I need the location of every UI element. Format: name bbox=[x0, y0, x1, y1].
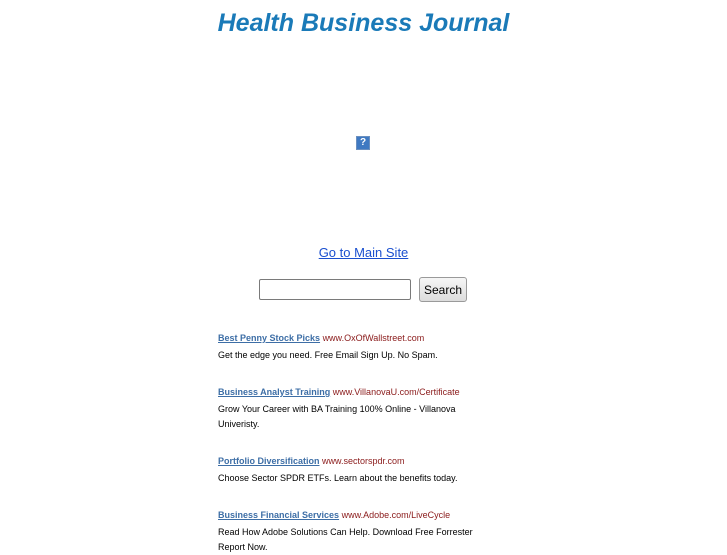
ad-title-link[interactable]: Best Penny Stock Picks bbox=[218, 333, 321, 343]
list-item bbox=[218, 454, 498, 486]
main-site-link-wrapper bbox=[0, 245, 727, 261]
ad-title-link[interactable]: Business Analyst Training bbox=[218, 387, 331, 397]
search-button[interactable]: Search bbox=[419, 277, 467, 302]
ad-description: Get the edge you need. Free Email Sign Up. No Spam. bbox=[218, 350, 438, 360]
ad-heading bbox=[218, 454, 498, 469]
ad-url[interactable]: www.Adobe.com/LiveCycle bbox=[341, 510, 451, 520]
ad-heading bbox=[218, 331, 498, 346]
ad-url[interactable]: www.OxOfWallstreet.com bbox=[322, 333, 425, 343]
list-item bbox=[218, 385, 498, 432]
list-item bbox=[218, 331, 498, 363]
site-title: Health Business Journal bbox=[217, 9, 510, 37]
search-input[interactable] bbox=[259, 279, 411, 300]
ad-url[interactable]: www.sectorspdr.com bbox=[322, 456, 405, 466]
ad-heading bbox=[218, 385, 498, 400]
go-to-main-site-link[interactable]: Go to Main Site bbox=[318, 245, 409, 260]
missing-image-icon: ? bbox=[356, 136, 370, 150]
ad-url[interactable]: www.VillanovaU.com/Certificate bbox=[332, 387, 460, 397]
ad-description: Choose Sector SPDR ETFs. Learn about the benefits today. bbox=[218, 473, 458, 483]
ad-heading bbox=[218, 508, 498, 523]
ad-title-link[interactable]: Portfolio Diversification bbox=[218, 456, 320, 466]
sponsored-links-list bbox=[218, 331, 498, 555]
ad-title-link[interactable]: Business Financial Services bbox=[218, 510, 340, 520]
ad-description: Grow Your Career with BA Training 100% Online - Villanova Univeristy. bbox=[218, 404, 456, 429]
ad-description: Read How Adobe Solutions Can Help. Download Free Forrester Report Now. bbox=[218, 527, 473, 552]
list-item bbox=[218, 508, 498, 555]
